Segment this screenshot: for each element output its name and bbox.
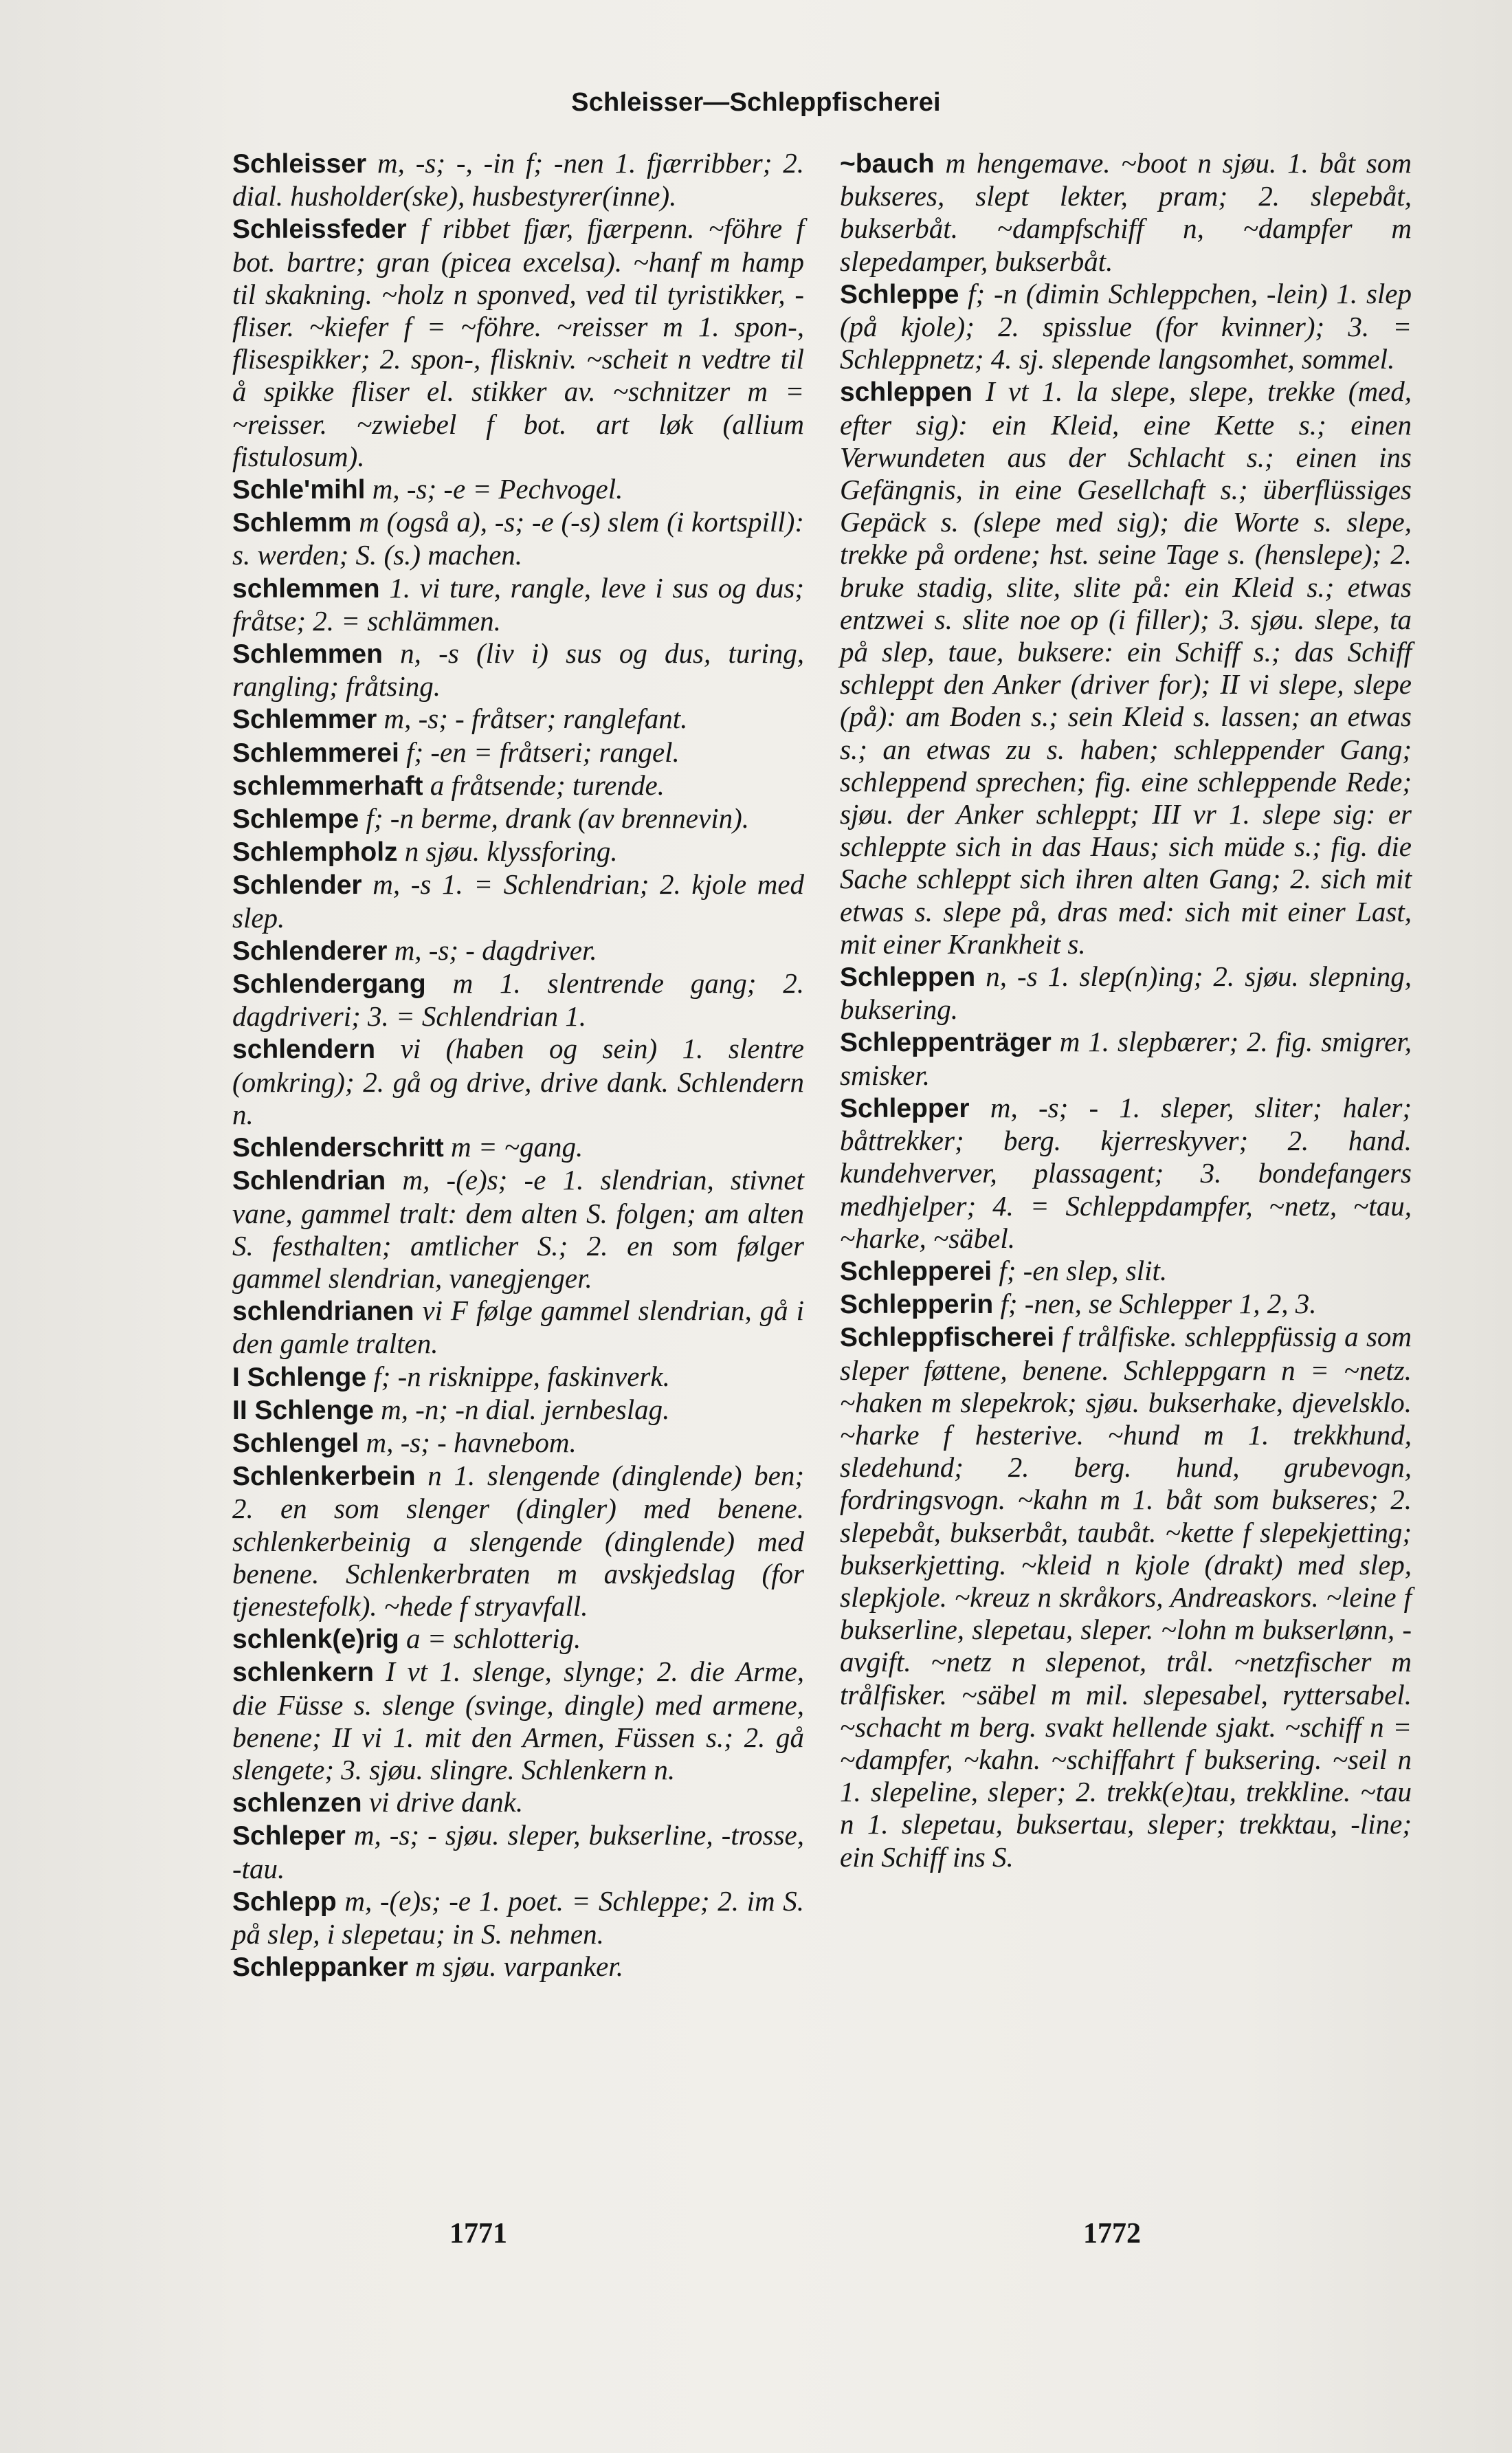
headword: schlendern xyxy=(232,1035,376,1065)
headword: Schleppe xyxy=(840,279,959,309)
page-number-left: 1771 xyxy=(449,2218,507,2250)
dictionary-entry xyxy=(840,1255,1412,1288)
headword: Schlenderschritt xyxy=(232,1133,444,1163)
dictionary-entry xyxy=(232,1819,804,1884)
headword: Schlepp xyxy=(232,1886,337,1917)
gloss: m sjøu. varpanker. xyxy=(415,1950,623,1983)
gloss: m, -(e)s; -e 1. slendrian, stivnet vane, gammel tralt: dem alten S. folgen; am alten S. festhalten; amtlicher S.; 2. en som følger gammel slendrian, vanegjenger. xyxy=(232,1164,804,1294)
gloss: m = ~gang. xyxy=(451,1131,583,1163)
gloss: m, -s; - sjøu. sleper, bukserline, -trosse, -tau. xyxy=(232,1819,805,1884)
gloss: f; -en = fråtseri; rangel. xyxy=(406,736,680,768)
dictionary-entry xyxy=(232,506,804,571)
headword: Schlempholz xyxy=(232,837,398,868)
dictionary-entry xyxy=(232,967,804,1033)
headword: Schleppen xyxy=(840,962,976,993)
headword: Schlemmen xyxy=(232,639,383,670)
headword: Schlendrian xyxy=(232,1166,386,1196)
dictionary-entry xyxy=(840,147,1412,278)
headword: Schleissfeder xyxy=(232,214,407,245)
gloss: I vt 1. la slepe, slepe, trekke (med, efter sig): ein Kleid, eine Kette s.; einen Verwundeten aus der Schlacht s.; einen ins Gefängnis, in eine Gesellchaft s.; überflüssiges Gepäck s. (slepe med sig); die Worte s. slepe, trekke på ordene; hst. seine Tage s. (henslepe); 2. bruke stadig, slite, slite på: ein Kleid s.; etwas entzwei s. slite noe op (i filler); 3. sjøu. slepe, ta på slep, taue, buksere: ein Schiff s.; das Schiff schleppt den Anker (driver for); II vi slepe, slepe (på): am Boden s.; sein Kleid s. lassen; an etwas s.; an etwas zu s. haben; schleppender Gang; schleppend sprechen; fig. eine schleppende Rede; sjøu. der Anker schleppt; III vr 1. slepe sig: er schleppte sich in das Haus; sich müde s.; fig. die Sache schleppt sich ihren alten Gang; 2. sich mit etwas s. slepe på, dras med: sich mit einer Last, mit einer Krankheit s. xyxy=(840,375,1412,960)
gloss: n 1. slengende (dinglende) ben; 2. en som slenger (dingler) med benene. schlenkerbeinig a slengende (dinglende) med benene. Schlenkerbraten m avskjedslag (for tjenestefolk). ~hede f stryavfall. xyxy=(232,1460,804,1622)
dictionary-entry xyxy=(840,278,1412,376)
headword: schlenzen xyxy=(232,1788,362,1818)
gloss: f trålfiske. schleppfüssig a som sleper føttene, benene. Schleppgarn n = ~netz. ~haken m slepekrok; sjøu. bukserhake, djevelsklo. ~harke f hesterive. ~hund m 1. trekkhund, sledehund; 2. berg. hund, grubevogn, fordringsvogn. ~kahn m 1. båt som bukseres; 2. slepebåt, bukserbåt, taubåt. ~kette f slepekjetting; bukserkjetting. ~kleid n kjole (drakt) med slep, slepkjole. ~kreuz n skråkors, Andreaskors. ~leine f bukserline, slepetau, sleper. ~lohn m bukserlønn, -avgift. ~netz n slepenot, trål. ~netzfischer m trålfisker. ~säbel m mil. slepesabel, ryttersabel. ~schacht m berg. svakt hellende sjakt. ~schiff n = ~dampfer, ~kahn. ~schiffahrt f buksering. ~seil n 1. slepeline, sleper; 2. trekk(e)tau, trekkline. ~tau n 1. slepetau, buksertau, sleper; trekktau, -line; ein Schiff ins S. xyxy=(840,1321,1412,1873)
dictionary-entry xyxy=(232,572,804,637)
gloss: m, -s; -e = Pechvogel. xyxy=(372,473,623,505)
headword: Schlepperin xyxy=(840,1290,994,1320)
dictionary-entry xyxy=(232,1164,804,1295)
dictionary-entry xyxy=(232,1427,804,1460)
headword: Schlemmerei xyxy=(232,738,399,768)
gloss: m, -s 1. = Schlendrian; 2. kjole med slep. xyxy=(232,868,805,934)
dictionary-entry xyxy=(232,769,804,802)
gloss: m, -(e)s; -e 1. poet. = Schleppe; 2. im S. på slep, i slepetau; in S. nehmen. xyxy=(232,1884,805,1950)
page-number-right: 1772 xyxy=(1083,2218,1141,2250)
headword: Schlemm xyxy=(232,508,352,538)
gloss: a = schlotterig. xyxy=(406,1622,581,1655)
right-column xyxy=(840,147,1412,1873)
gloss: m, -n; -n dial. jernbeslag. xyxy=(381,1393,670,1425)
dictionary-entry xyxy=(232,1460,804,1622)
dictionary-entry xyxy=(232,1295,804,1360)
headword: Schle'mihl xyxy=(232,475,366,505)
gloss: n sjøu. klyssforing. xyxy=(404,835,618,868)
headword: Schleppfischerei xyxy=(840,1323,1055,1353)
headword: Schlenkerbein xyxy=(232,1462,416,1492)
gloss: f ribbet fjær, fjærpenn. ~föhre f bot. bartre; gran (picea excelsa). ~hanf m hamp til skakning. ~holz n sponved, ved til tyristikker, -fliser. ~kiefer f = ~föhre. ~reisser m 1. spon-, flisespikker; 2. spon-, fliskniv. ~scheit n vedtre til å spikke fliser el. stikker av. ~schnitzer m = ~reisser. ~zwiebel f bot. art løk (allium fistulosum). xyxy=(232,212,804,472)
dictionary-entry xyxy=(840,1288,1412,1321)
running-head: Schleisser—Schleppfischerei xyxy=(571,88,941,117)
headword: schlenk(e)rig xyxy=(232,1625,399,1655)
headword: Schleppenträger xyxy=(840,1028,1052,1058)
dictionary-entry xyxy=(232,802,804,835)
dictionary-entry xyxy=(232,736,804,769)
dictionary-entry xyxy=(232,835,804,868)
headword: schlenkern xyxy=(232,1658,374,1688)
gloss: m, -s; - 1. sleper, sliter; haler; båttrekker; berg. kjerreskyver; 2. hand. kundehverver, plassagent; 3. bondefangers medhjelper; 4. = Schleppdampfer, ~netz, ~tau, ~harke, ~säbel. xyxy=(840,1091,1412,1254)
gloss: f; -n risknippe, faskinverk. xyxy=(373,1360,670,1392)
gloss: vi (haben og sein) 1. slentre (omkring); 2. gå og drive, drive dank. Schlendern n. xyxy=(232,1033,804,1130)
gloss: I vt 1. slenge, slynge; 2. die Arme, die Füsse s. slenge (svinge, dingle) med armene, benene; II vi 1. mit den Armen, Füssen s.; 2. gå slengete; 3. sjøu. slingre. Schlenkern n. xyxy=(232,1656,805,1785)
dictionary-entry xyxy=(840,1321,1412,1873)
gloss: f; -en slep, slit. xyxy=(999,1254,1168,1286)
headword: Schlendergang xyxy=(232,969,426,1000)
gloss: vi F følge gammel slendrian, gå i den gamle tralten. xyxy=(232,1295,805,1360)
dictionary-entry xyxy=(232,868,804,934)
dictionary-entry xyxy=(232,703,804,736)
gloss: vi drive dank. xyxy=(368,1786,524,1818)
dictionary-entry xyxy=(840,1026,1412,1091)
dictionary-entry xyxy=(232,1033,804,1131)
gloss: m hengemave. ~boot n sjøu. 1. båt som bukseres, slept lekter, pram; 2. slepebåt, bukserbåt. ~dampfschiff n, ~dampfer m slepedamper, bukserbåt. xyxy=(840,147,1412,277)
gloss: m 1. slepbærer; 2. fig. smigrer, smisker. xyxy=(840,1026,1412,1091)
headword: Schlender xyxy=(232,870,362,901)
gloss: f; -nen, se Schlepper 1, 2, 3. xyxy=(1000,1288,1317,1320)
headword: Schlempe xyxy=(232,804,359,835)
headword: schlemmerhaft xyxy=(232,771,423,801)
headword: schlendrianen xyxy=(232,1297,414,1327)
headword: Schleisser xyxy=(232,149,367,179)
gloss: m, -s; - dagdriver. xyxy=(394,934,597,966)
dictionary-entry xyxy=(232,1885,804,1950)
headword: schleppen xyxy=(840,377,972,408)
gloss: 1. vi ture, rangle, leve i sus og dus; fråtse; 2. = schlämmen. xyxy=(232,571,804,637)
dictionary-entry xyxy=(232,934,804,967)
headword: Schlepper xyxy=(840,1093,970,1123)
gloss: f; -n berme, drank (av brennevin). xyxy=(366,802,749,835)
dictionary-entry xyxy=(840,375,1412,960)
gloss: m, -s; - havnebom. xyxy=(366,1426,577,1458)
dictionary-entry xyxy=(840,1092,1412,1255)
dictionary-entry xyxy=(232,1786,804,1819)
headword: Schlemmer xyxy=(232,705,377,735)
headword: Schlengel xyxy=(232,1428,359,1458)
dictionary-entry xyxy=(232,212,804,473)
dictionary-entry xyxy=(232,637,804,703)
headword: I Schlenge xyxy=(232,1362,367,1392)
dictionary-entry xyxy=(232,1622,804,1656)
dictionary-entry xyxy=(840,960,1412,1026)
gloss: m, -s; - fråtser; ranglefant. xyxy=(383,703,688,735)
dictionary-entry xyxy=(232,473,804,506)
gloss: f; -n (dimin Schleppchen, -lein) 1. slep (på kjole); 2. spisslue (for kvinner); 3. = Schleppnetz; 4. sj. slepende langsomhet, sommel. xyxy=(840,277,1412,375)
dictionary-entry xyxy=(232,1131,804,1164)
headword: Schlepperei xyxy=(840,1256,992,1286)
headword: Schlenderer xyxy=(232,936,388,966)
gloss: a fråtsende; turende. xyxy=(430,769,665,801)
headword: ~bauch xyxy=(840,149,935,179)
dictionary-entry xyxy=(232,1656,804,1786)
gloss: n, -s (liv i) sus og dus, turing, rangling; fråtsing. xyxy=(232,637,804,703)
headword: Schleper xyxy=(232,1821,346,1851)
dictionary-entry xyxy=(232,147,804,212)
left-column xyxy=(232,147,804,1983)
headword: schlemmen xyxy=(232,573,380,604)
dictionary-entry xyxy=(232,1950,804,1983)
gloss: m (også a), -s; -e (-s) slem (i kortspill): s. werden; S. (s.) machen. xyxy=(232,506,805,571)
gloss: n, -s 1. slep(n)ing; 2. sjøu. slepning, buksering. xyxy=(840,960,1412,1026)
gloss: m 1. slentrende gang; 2. dagdriveri; 3. = Schlendrian 1. xyxy=(232,967,805,1033)
dictionary-entry xyxy=(232,1394,804,1427)
dictionary-entry xyxy=(232,1361,804,1394)
headword: Schleppanker xyxy=(232,1952,408,1983)
headword: II Schlenge xyxy=(232,1395,374,1425)
gloss: m, -s; -, -in f; -nen 1. fjærribber; 2. dial. husholder(ske), husbestyrer(inne). xyxy=(232,147,805,212)
